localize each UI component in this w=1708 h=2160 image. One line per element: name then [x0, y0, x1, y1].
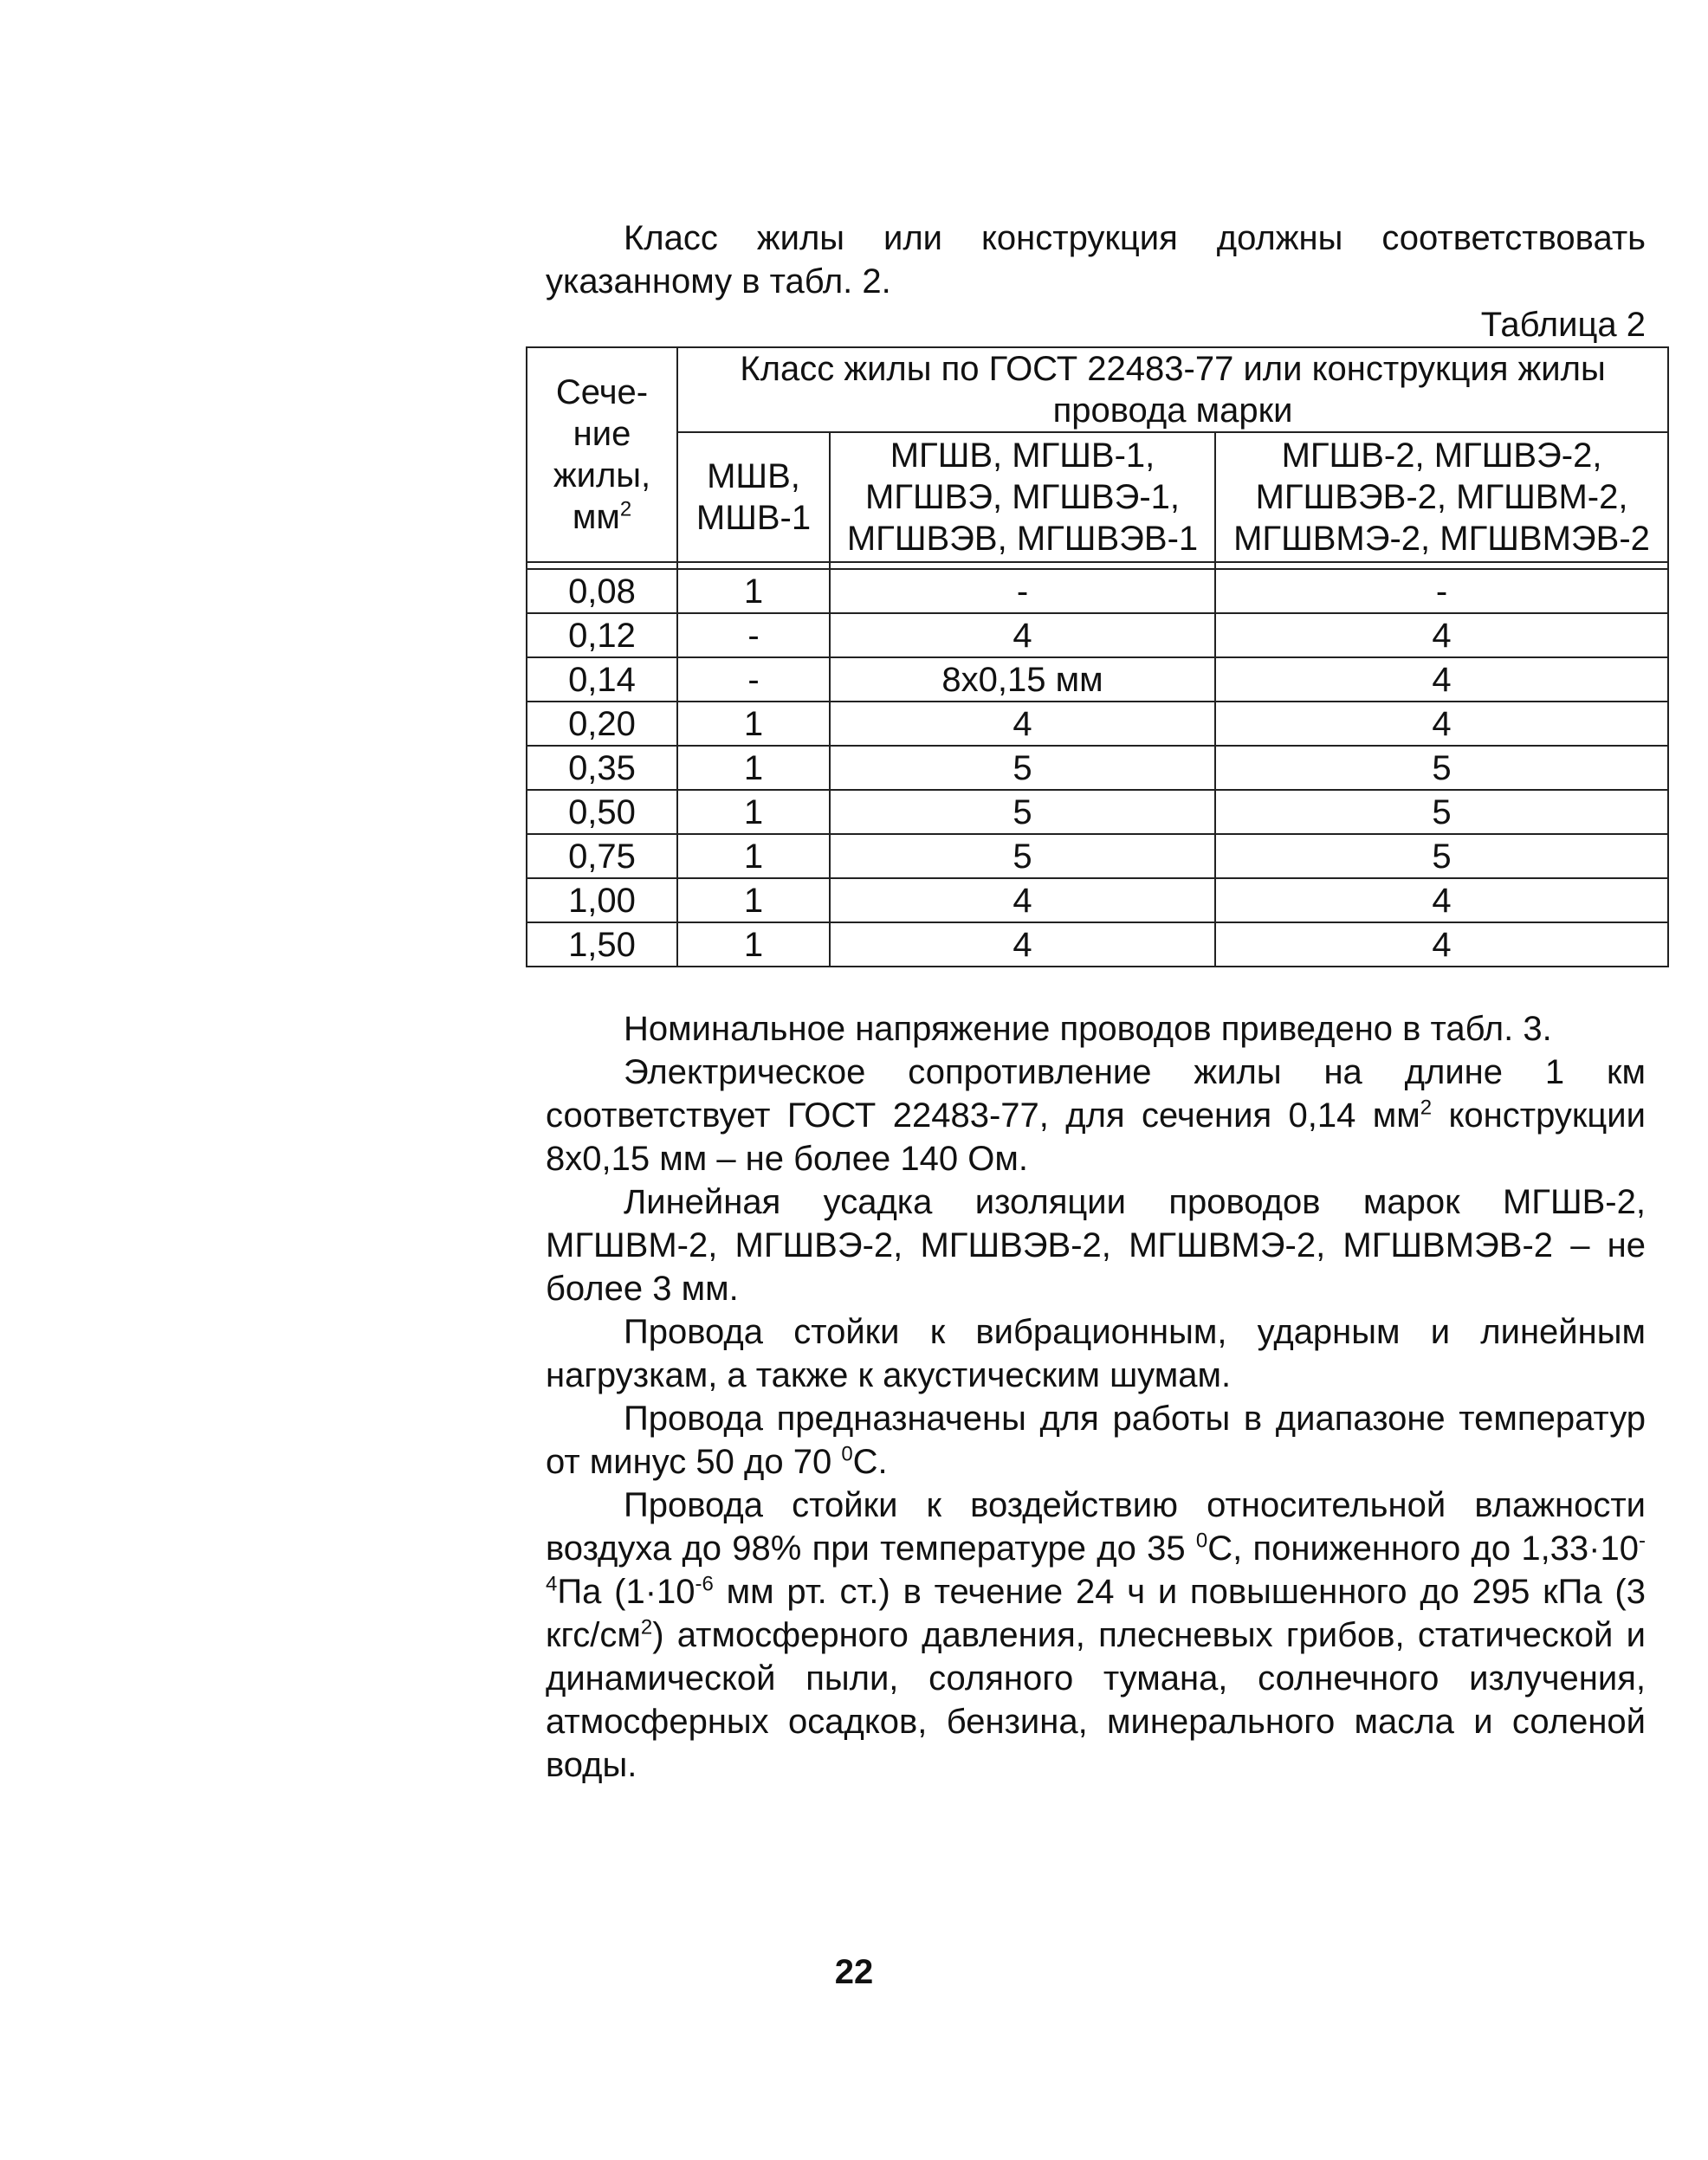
cell-col-1: 1 [677, 569, 830, 613]
cell-col-2: 8х0,15 мм [830, 657, 1215, 702]
table-row [527, 834, 1668, 878]
superscript: 2 [640, 1615, 653, 1639]
text-run: Па (1·10 [557, 1573, 695, 1611]
cell-col-3: 4 [1215, 657, 1668, 702]
cell-section: 1,00 [527, 878, 677, 922]
unit-text: мм [572, 498, 620, 536]
cell-col-2: 5 [830, 790, 1215, 834]
intro-block [546, 217, 1646, 303]
cell-section: 0,12 [527, 613, 677, 657]
paragraph-environment [546, 1484, 1646, 1787]
paragraph-temperature [546, 1397, 1646, 1484]
text-run: мм рт. ст.) в течение 24 ч и повышенного до 295 кПа (3 кгс/см [546, 1573, 1646, 1654]
table-header-row [527, 347, 1668, 432]
header-line: МШВ, [707, 457, 800, 495]
header-col-1 [677, 432, 830, 562]
table-row [527, 746, 1668, 790]
cell-col-3: - [1215, 569, 1668, 613]
cell-col-3: 4 [1215, 702, 1668, 746]
superscript: -4 [546, 1529, 1646, 1596]
table-row [527, 790, 1668, 834]
header-section-line: Сече- [555, 373, 649, 411]
header-section-line: жилы, [553, 456, 651, 495]
header-line: МГШВЭВ, МГШВЭВ-1 [846, 520, 1199, 558]
table-separator [527, 562, 1668, 569]
cell-section: 0,75 [527, 834, 677, 878]
cell-col-2: 5 [830, 834, 1215, 878]
cell-col-1: - [677, 613, 830, 657]
cell-col-1: 1 [677, 922, 830, 967]
cell-col-3: 5 [1215, 790, 1668, 834]
superscript: 0 [841, 1442, 853, 1466]
wire-class-table [526, 346, 1669, 967]
cell-section: 0,35 [527, 746, 677, 790]
cell-col-2: 4 [830, 922, 1215, 967]
header-line: МГШВМЭ-2, МГШВМЭВ-2 [1233, 520, 1650, 558]
header-section [527, 347, 677, 562]
paragraph-resistance [546, 1051, 1646, 1180]
cell-section: 1,50 [527, 922, 677, 967]
cell-section: 0,08 [527, 569, 677, 613]
text-run: С. [852, 1443, 888, 1481]
superscript: 2 [1420, 1096, 1433, 1120]
page-number: 22 [834, 1953, 874, 1991]
table-subheader-row [527, 432, 1668, 562]
cell-col-2: 4 [830, 613, 1215, 657]
text-run: С, пониженного до 1,33·10 [1207, 1529, 1639, 1568]
header-line: МГШВЭВ-2, МГШВМ-2, [1255, 478, 1628, 516]
intro-paragraph: Класс жилы или конструкция должны соответствовать указанному в табл. 2. [546, 219, 1646, 301]
cell-section: 0,14 [527, 657, 677, 702]
header-section-unit [531, 496, 673, 538]
header-col-2 [830, 432, 1215, 562]
cell-col-2: 4 [830, 702, 1215, 746]
header-col-3 [1215, 432, 1668, 562]
header-line: МШВ-1 [695, 499, 812, 537]
header-section-line: ние [573, 415, 631, 453]
cell-col-1: - [677, 657, 830, 702]
text-run: конструкции 8х0,15 мм – не более 140 Ом. [546, 1096, 1646, 1178]
cell-col-3: 4 [1215, 878, 1668, 922]
paragraph-shrinkage: Линейная усадка изоляции проводов марок МГШВ-2, МГШВМ-2, МГШВЭ-2, МГШВЭВ-2, МГШВМЭ-2, МГШВМЭВ-2 – не более 3 мм. [546, 1183, 1646, 1308]
cell-section: 0,20 [527, 702, 677, 746]
paragraph-voltage: Номинальное напряжение проводов приведено в табл. 3. [624, 1010, 1552, 1048]
cell-col-3: 5 [1215, 834, 1668, 878]
text-run: Электрическое сопротивление жилы на длине 1 км соответствует ГОСТ 22483-77, для сечения 0,14 мм [546, 1053, 1646, 1135]
text-run: ) атмосферного давления, плесневых грибов, статической и динамической пыли, соляного тумана, солнечного излучения, атмосферных осадков, бензина, минерального масла и соленой воды. [546, 1616, 1646, 1784]
table-row [527, 702, 1668, 746]
unit-sup: 2 [619, 497, 632, 521]
table-row [527, 613, 1668, 657]
cell-col-2: - [830, 569, 1215, 613]
table-row [527, 569, 1668, 613]
cell-col-1: 1 [677, 790, 830, 834]
header-line: МГШВ, МГШВ-1, [890, 437, 1155, 475]
paragraph-vibration: Провода стойки к вибрационным, ударным и линейным нагрузкам, а также к акустическим шумам. [546, 1313, 1646, 1394]
cell-col-1: 1 [677, 702, 830, 746]
text-run: Провода предназначены для работы в диапазоне температур от минус 50 до 70 [546, 1400, 1646, 1481]
table-caption: Таблица 2 [1480, 306, 1646, 344]
header-group: Класс жилы по ГОСТ 22483-77 или конструкция жилы провода марки [677, 347, 1668, 432]
superscript: -6 [695, 1572, 714, 1596]
cell-col-2: 4 [830, 878, 1215, 922]
cell-col-3: 4 [1215, 922, 1668, 967]
body-text [546, 1007, 1646, 1787]
cell-col-1: 1 [677, 746, 830, 790]
cell-col-3: 5 [1215, 746, 1668, 790]
superscript: 0 [1195, 1529, 1208, 1553]
cell-section: 0,50 [527, 790, 677, 834]
table-row [527, 922, 1668, 967]
cell-col-1: 1 [677, 834, 830, 878]
header-line: МГШВ-2, МГШВЭ-2, [1281, 437, 1602, 475]
table-row [527, 657, 1668, 702]
cell-col-1: 1 [677, 878, 830, 922]
cell-col-3: 4 [1215, 613, 1668, 657]
table-row [527, 878, 1668, 922]
cell-col-2: 5 [830, 746, 1215, 790]
header-line: МГШВЭ, МГШВЭ-1, [864, 478, 1181, 516]
text-run: Провода стойки к воздействию относительной влажности воздуха до 98% при температуре до 35 [546, 1486, 1646, 1568]
